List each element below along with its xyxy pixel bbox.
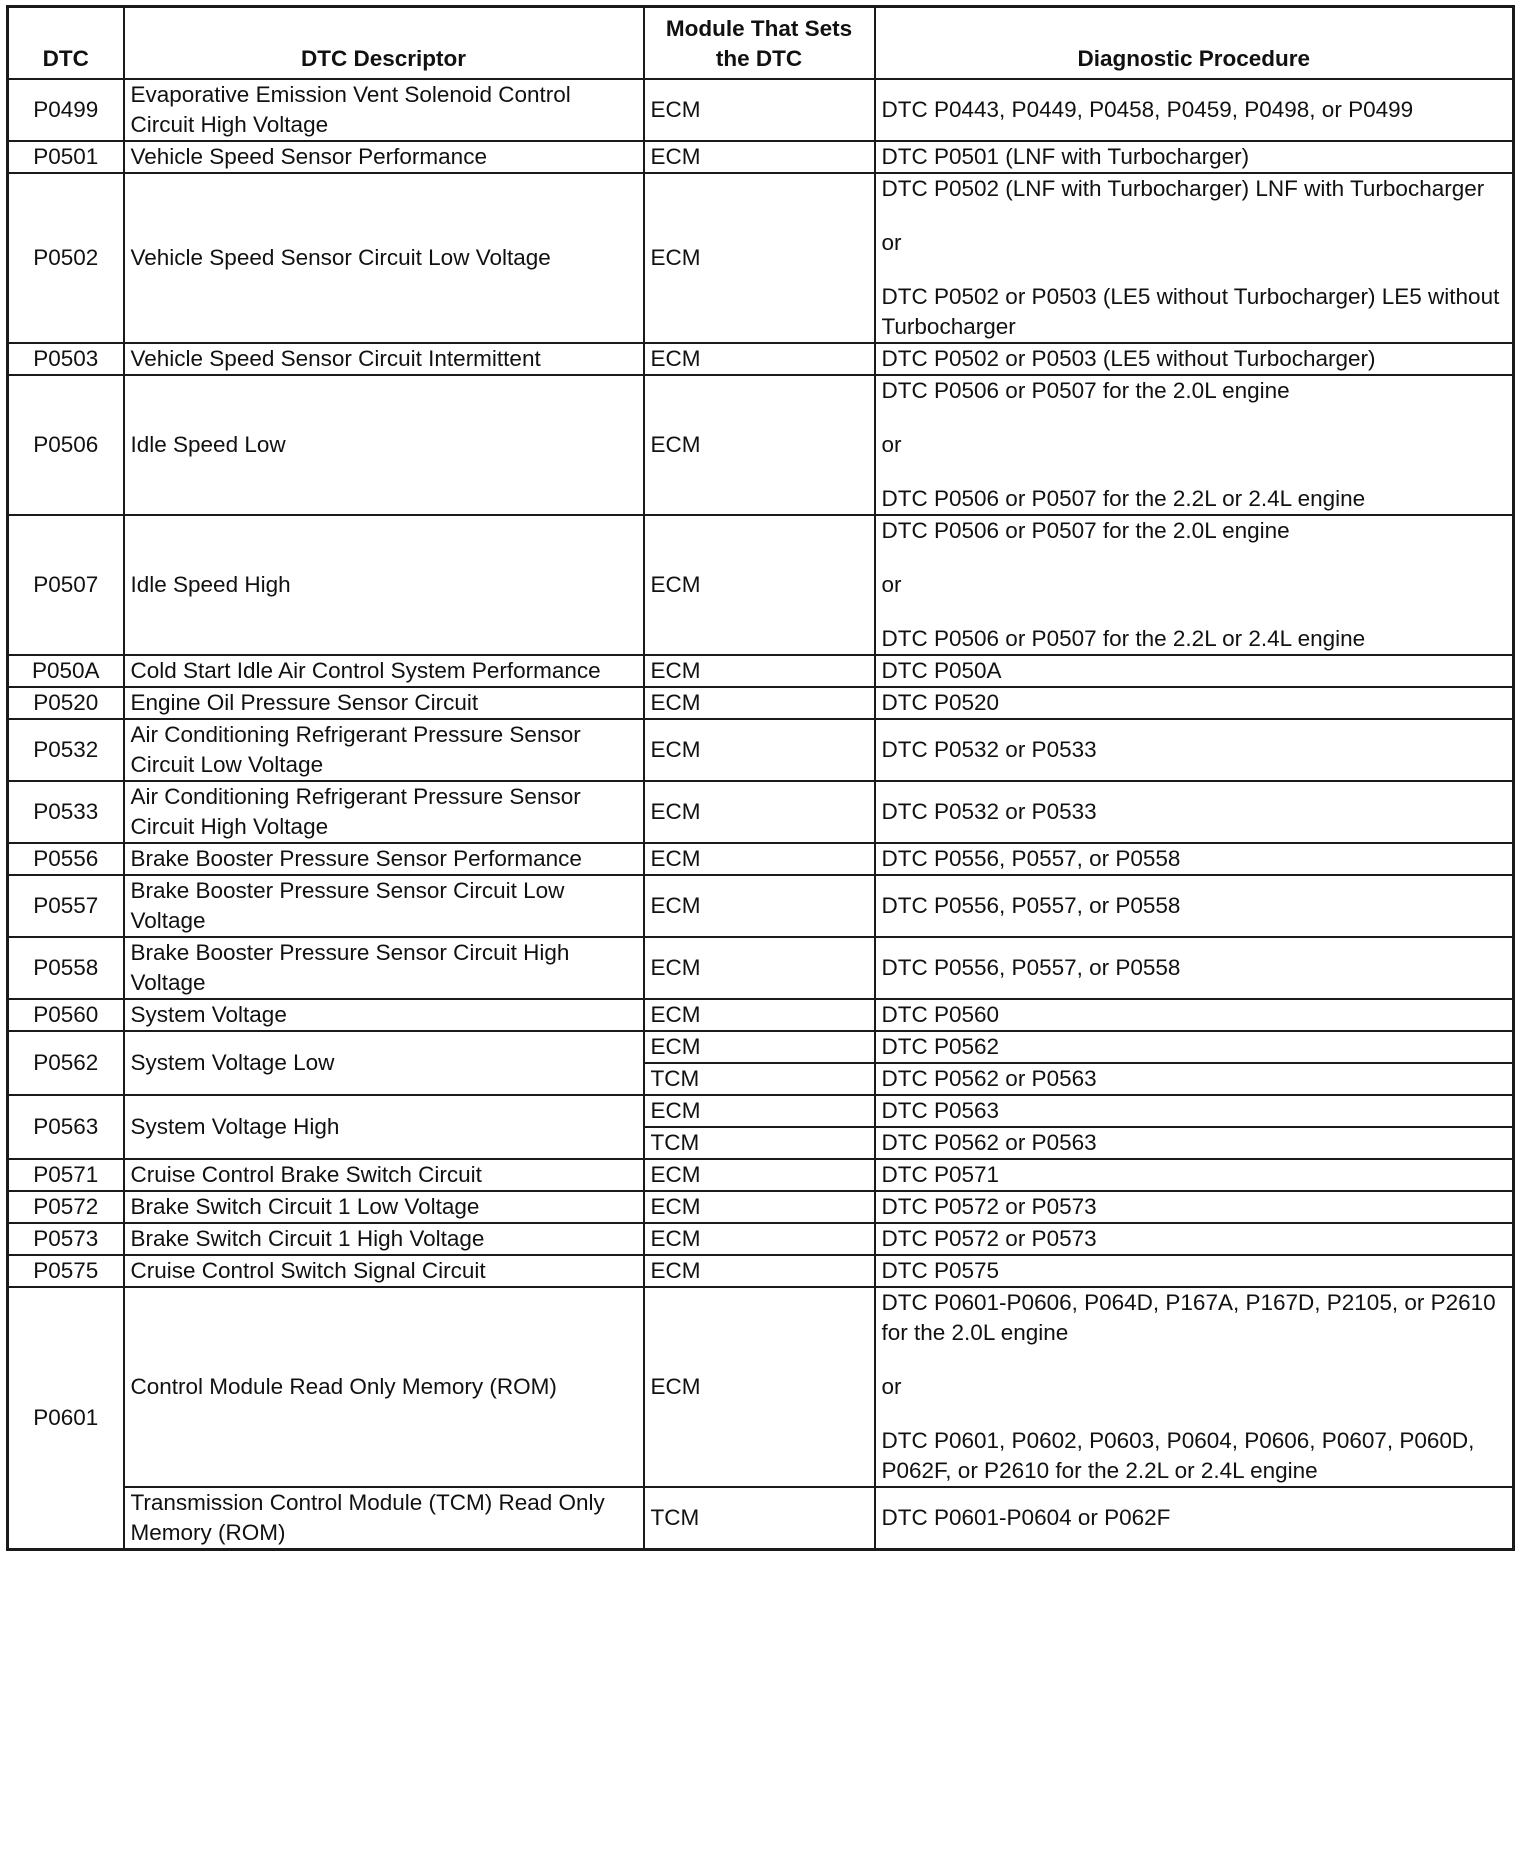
procedure-text: DTC P0571 <box>881 1162 1000 1187</box>
procedure-text: DTC P0572 or P0573 <box>881 1194 1097 1219</box>
dtc-descriptor: System Voltage Low <box>124 1031 644 1095</box>
header-row <box>8 7 1514 80</box>
table-row <box>8 937 1514 999</box>
dtc-code: P0506 <box>8 375 124 515</box>
dtc-descriptor: Brake Booster Pressure Sensor Performance <box>124 843 644 875</box>
procedure-text: DTC P0601-P0606, P064D, P167A, P167D, P2105, or P2610 for the 2.0L engine <box>881 1290 1496 1345</box>
procedure-cell <box>875 655 1514 687</box>
module-cell: ECM <box>644 141 875 173</box>
dtc-descriptor: Vehicle Speed Sensor Performance <box>124 141 644 173</box>
table-row <box>8 1191 1514 1223</box>
dtc-table-page <box>6 5 1512 1551</box>
dtc-table-body <box>8 79 1514 1550</box>
module-cell: ECM <box>644 719 875 781</box>
module-cell: ECM <box>644 781 875 843</box>
procedure-text: DTC P0506 or P0507 for the 2.0L engine <box>881 378 1290 403</box>
dtc-code: P0563 <box>8 1095 124 1159</box>
procedure-cell <box>875 687 1514 719</box>
procedure-cell <box>875 343 1514 375</box>
module-cell: ECM <box>644 1031 875 1063</box>
module-cell: ECM <box>644 343 875 375</box>
dtc-code: P0572 <box>8 1191 124 1223</box>
dtc-descriptor: Cruise Control Brake Switch Circuit <box>124 1159 644 1191</box>
dtc-code: P0560 <box>8 999 124 1031</box>
dtc-descriptor: Vehicle Speed Sensor Circuit Low Voltage <box>124 173 644 343</box>
table-row <box>8 375 1514 515</box>
procedure-or: or <box>881 432 902 457</box>
procedure-cell <box>875 1127 1514 1159</box>
table-row <box>8 781 1514 843</box>
procedure-cell <box>875 875 1514 937</box>
module-cell: TCM <box>644 1063 875 1095</box>
dtc-descriptor: Control Module Read Only Memory (ROM) <box>124 1287 644 1487</box>
procedure-text: DTC P0556, P0557, or P0558 <box>881 846 1181 871</box>
dtc-descriptor: Air Conditioning Refrigerant Pressure Sensor Circuit Low Voltage <box>124 719 644 781</box>
procedure-text: DTC P0506 or P0507 for the 2.2L or 2.4L engine <box>881 626 1366 651</box>
dtc-descriptor: Brake Booster Pressure Sensor Circuit High Voltage <box>124 937 644 999</box>
dtc-code: P0557 <box>8 875 124 937</box>
procedure-text: DTC P0560 <box>881 1002 1000 1027</box>
dtc-descriptor: Vehicle Speed Sensor Circuit Intermittent <box>124 343 644 375</box>
module-cell: ECM <box>644 1223 875 1255</box>
procedure-cell <box>875 1191 1514 1223</box>
dtc-descriptor: Idle Speed High <box>124 515 644 655</box>
table-row <box>8 1223 1514 1255</box>
table-row <box>8 1487 1514 1550</box>
table-row <box>8 875 1514 937</box>
procedure-text: DTC P0562 <box>881 1034 1000 1059</box>
procedure-cell <box>875 781 1514 843</box>
module-cell: TCM <box>644 1127 875 1159</box>
table-row <box>8 999 1514 1031</box>
dtc-code: P0571 <box>8 1159 124 1191</box>
header-module <box>644 7 875 80</box>
procedure-cell <box>875 1223 1514 1255</box>
procedure-text: DTC P0506 or P0507 for the 2.2L or 2.4L engine <box>881 486 1366 511</box>
procedure-text: DTC P0532 or P0533 <box>881 799 1097 824</box>
procedure-text: DTC P0502 or P0503 (LE5 without Turbocharger) LE5 without Turbocharger <box>881 284 1500 339</box>
table-row <box>8 1031 1514 1063</box>
table-row <box>8 141 1514 173</box>
dtc-code: P0556 <box>8 843 124 875</box>
procedure-cell <box>875 1255 1514 1287</box>
module-cell: ECM <box>644 655 875 687</box>
procedure-cell <box>875 1031 1514 1063</box>
table-row <box>8 343 1514 375</box>
table-row <box>8 515 1514 655</box>
header-descriptor: DTC Descriptor <box>124 7 644 80</box>
dtc-descriptor: Transmission Control Module (TCM) Read Only Memory (ROM) <box>124 1487 644 1550</box>
table-row <box>8 1255 1514 1287</box>
dtc-descriptor: Air Conditioning Refrigerant Pressure Sensor Circuit High Voltage <box>124 781 644 843</box>
procedure-text: DTC P0502 or P0503 (LE5 without Turbocharger) <box>881 346 1376 371</box>
procedure-cell <box>875 1095 1514 1127</box>
procedure-text: DTC P0502 (LNF with Turbocharger) LNF with Turbocharger <box>881 176 1485 201</box>
dtc-descriptor: Engine Oil Pressure Sensor Circuit <box>124 687 644 719</box>
procedure-text: DTC P0443, P0449, P0458, P0459, P0498, or P0499 <box>881 97 1414 122</box>
module-cell: ECM <box>644 687 875 719</box>
module-cell: ECM <box>644 1095 875 1127</box>
dtc-code: P0507 <box>8 515 124 655</box>
table-row <box>8 687 1514 719</box>
dtc-code: P0503 <box>8 343 124 375</box>
table-row <box>8 655 1514 687</box>
procedure-cell <box>875 1487 1514 1550</box>
procedure-cell <box>875 1063 1514 1095</box>
module-cell: ECM <box>644 173 875 343</box>
table-row <box>8 1159 1514 1191</box>
dtc-descriptor: System Voltage <box>124 999 644 1031</box>
module-cell: ECM <box>644 875 875 937</box>
procedure-cell <box>875 141 1514 173</box>
dtc-descriptor: Cold Start Idle Air Control System Performance <box>124 655 644 687</box>
procedure-text: DTC P0601-P0604 or P062F <box>881 1505 1171 1530</box>
header-module-line1: Module That Sets <box>665 16 853 41</box>
dtc-table <box>6 5 1515 1551</box>
table-row <box>8 1095 1514 1127</box>
dtc-code: P0501 <box>8 141 124 173</box>
module-cell: ECM <box>644 1191 875 1223</box>
dtc-code: P0575 <box>8 1255 124 1287</box>
procedure-cell <box>875 375 1514 515</box>
procedure-cell <box>875 173 1514 343</box>
dtc-descriptor: Evaporative Emission Vent Solenoid Control Circuit High Voltage <box>124 79 644 141</box>
procedure-cell <box>875 79 1514 141</box>
procedure-cell <box>875 1159 1514 1191</box>
dtc-code: P0502 <box>8 173 124 343</box>
procedure-text: DTC P0506 or P0507 for the 2.0L engine <box>881 518 1290 543</box>
dtc-code: P0558 <box>8 937 124 999</box>
dtc-code: P0533 <box>8 781 124 843</box>
procedure-text: DTC P0532 or P0533 <box>881 737 1097 762</box>
procedure-cell <box>875 515 1514 655</box>
procedure-text: DTC P0601, P0602, P0603, P0604, P0606, P0607, P060D, P062F, or P2610 for the 2.2L or 2.4L engine <box>881 1428 1475 1483</box>
procedure-cell <box>875 999 1514 1031</box>
procedure-cell <box>875 1287 1514 1487</box>
header-procedure: Diagnostic Procedure <box>875 7 1514 80</box>
dtc-descriptor: Brake Switch Circuit 1 Low Voltage <box>124 1191 644 1223</box>
dtc-code: P0499 <box>8 79 124 141</box>
table-row <box>8 79 1514 141</box>
dtc-code: P0532 <box>8 719 124 781</box>
procedure-text: DTC P0556, P0557, or P0558 <box>881 893 1181 918</box>
module-cell: ECM <box>644 515 875 655</box>
procedure-or: or <box>881 572 902 597</box>
header-module-line2: the DTC <box>715 46 803 71</box>
module-cell: ECM <box>644 1287 875 1487</box>
module-cell: ECM <box>644 1159 875 1191</box>
procedure-text: DTC P0562 or P0563 <box>881 1066 1097 1091</box>
procedure-text: DTC P0572 or P0573 <box>881 1226 1097 1251</box>
procedure-or: or <box>881 1374 902 1399</box>
module-cell: ECM <box>644 375 875 515</box>
dtc-code: P0601 <box>8 1287 124 1550</box>
procedure-text: DTC P0563 <box>881 1098 1000 1123</box>
procedure-text: DTC P0562 or P0563 <box>881 1130 1097 1155</box>
dtc-descriptor: Cruise Control Switch Signal Circuit <box>124 1255 644 1287</box>
table-row <box>8 173 1514 343</box>
dtc-descriptor: Brake Switch Circuit 1 High Voltage <box>124 1223 644 1255</box>
dtc-code: P050A <box>8 655 124 687</box>
procedure-or: or <box>881 230 902 255</box>
table-row <box>8 719 1514 781</box>
dtc-descriptor: Brake Booster Pressure Sensor Circuit Low Voltage <box>124 875 644 937</box>
dtc-descriptor: System Voltage High <box>124 1095 644 1159</box>
procedure-text: DTC P0556, P0557, or P0558 <box>881 955 1181 980</box>
module-cell: TCM <box>644 1487 875 1550</box>
procedure-cell <box>875 937 1514 999</box>
procedure-text: DTC P0575 <box>881 1258 1000 1283</box>
table-row <box>8 843 1514 875</box>
dtc-code: P0562 <box>8 1031 124 1095</box>
procedure-cell <box>875 719 1514 781</box>
header-dtc: DTC <box>8 7 124 80</box>
procedure-cell <box>875 843 1514 875</box>
module-cell: ECM <box>644 999 875 1031</box>
procedure-text: DTC P0520 <box>881 690 1000 715</box>
dtc-code: P0573 <box>8 1223 124 1255</box>
dtc-code: P0520 <box>8 687 124 719</box>
table-row <box>8 1287 1514 1487</box>
procedure-text: DTC P050A <box>881 658 1002 683</box>
module-cell: ECM <box>644 937 875 999</box>
module-cell: ECM <box>644 843 875 875</box>
module-cell: ECM <box>644 79 875 141</box>
dtc-descriptor: Idle Speed Low <box>124 375 644 515</box>
procedure-text: DTC P0501 (LNF with Turbocharger) <box>881 144 1250 169</box>
module-cell: ECM <box>644 1255 875 1287</box>
